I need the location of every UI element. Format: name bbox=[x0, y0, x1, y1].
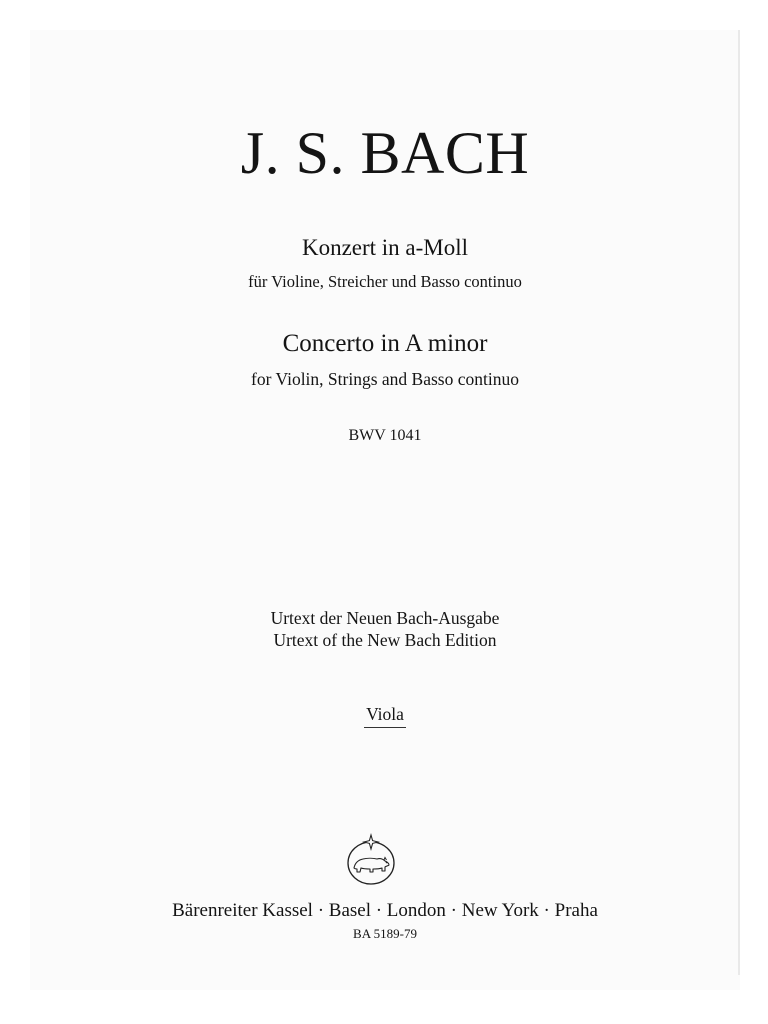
subtitle-german: für Violine, Streicher und Basso continuo bbox=[248, 272, 522, 291]
edition-note-german: Urtext der Neuen Bach-Ausgabe bbox=[270, 608, 500, 628]
part-label: Viola bbox=[364, 704, 406, 728]
page-edge bbox=[738, 30, 740, 975]
edition-number: BA 5189-79 bbox=[353, 926, 417, 941]
composer-name: J. S. BACH bbox=[240, 120, 530, 186]
edition-note-english: Urtext of the New Bach Edition bbox=[273, 630, 497, 650]
part-name bbox=[30, 704, 740, 728]
title-german: Konzert in a-Moll bbox=[301, 235, 469, 260]
score-cover-page bbox=[30, 30, 740, 990]
catalog-number: BWV 1041 bbox=[348, 427, 422, 444]
baerenreiter-bear-logo-icon bbox=[343, 832, 399, 888]
title-english: Concerto in A minor bbox=[282, 330, 488, 357]
publisher-line: Bärenreiter Kassel · Basel · London · New York · Praha bbox=[172, 900, 598, 921]
subtitle-english: for Violin, Strings and Basso continuo bbox=[251, 369, 519, 389]
